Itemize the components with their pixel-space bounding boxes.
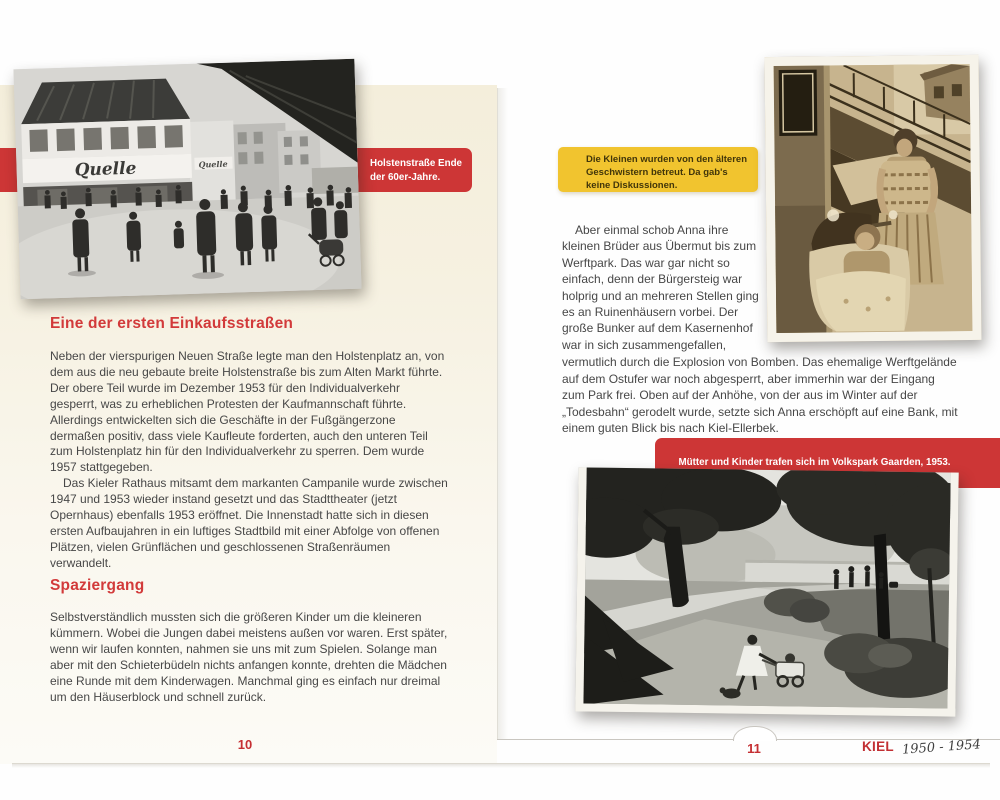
park-photo-image <box>583 467 950 708</box>
paragraph: Neben der vierspurigen Neuen Straße legte man den Holstenplatz an, von dem aus die neu gebaute breite Holstenstraße bis zum Alten Markt führte. Der obere Teil wurde im Dezember 1953 für den Individualverkehr gesperrt, was zu erheblichen Protesten der Kaufmannschaft führte. Allerdings entwickelten sich die Geschäfte in der Fußgängerzone dermaßen positiv, dass viele Kaufleute forderten, auch den unteren Teil zum Holstenplatz hin für den Individualverkehr zu sperren. Dem wurde 1957 stattgegeben. <box>50 349 445 475</box>
stroller-photo-image <box>774 64 973 333</box>
page-number-right: 11 <box>747 741 761 756</box>
stroller-photo <box>765 55 982 342</box>
page-bottom-edge <box>12 763 990 768</box>
park-photo <box>575 467 958 716</box>
street-photo <box>13 59 361 300</box>
page-gutter-shadow <box>498 88 508 740</box>
paragraph: Aber einmal schob Anna ihre kleinen Brüder aus Übermut bis zum Werftpark. Das war gar nicht so einfach, denn der Bürgersteig war holprig und an mehreren Stellen ging es an Ruinenhäusern vorbei. Der große Bunker auf dem Kasernenhof war in sich zusammengefallen, <box>562 223 759 352</box>
page-number-left: 10 <box>237 737 253 752</box>
left-text-block-1 <box>50 349 450 572</box>
series-logo-brand: KIEL <box>862 739 894 754</box>
footer-rule-arch <box>733 726 777 741</box>
right-text-block-narrow <box>562 222 764 353</box>
section-heading-einkaufsstrassen: Eine der ersten Einkaufsstraßen <box>50 315 294 332</box>
section-heading-spaziergang: Spaziergang <box>50 577 145 594</box>
left-photo-caption: Holstenstraße Ende der 60er-Jahre. <box>370 158 463 183</box>
left-text-block-2 <box>50 610 450 705</box>
series-logo-years: 1950 - 1954 <box>901 737 982 758</box>
paragraph: Das Kieler Rathaus mitsamt dem markanten Campanile wurde zwischen 1947 und 1953 wieder instand gesetzt und das Stadttheater (jetzt Opernhaus) ebenfalls 1953 eröffnet. Die Innenstadt hatte sich in diesen ersten Aufbaujahren in ein luftiges Stadtbild mit einer Abfolge von offenen Plätzen, vielen Grünflächen und geschlossenen Straßenräumen verwandelt. <box>50 476 448 570</box>
quelle-sign-text: Quelle <box>74 158 137 181</box>
street-photo-image <box>13 59 361 300</box>
series-logo <box>862 737 982 758</box>
paragraph: Selbstverständlich mussten sich die größeren Kinder um die kleineren kümmern. Wobei die Jungen dabei meistens außen vor waren. Erst später, wenn wir laufen konnten, nahmen sie uns mit zum Spielen. Solange man aber mit den Schieterbüdeln nichts anfangen konnte, drehten die Mädchen eine Runde mit dem Kinderwagen. Manchmal ging es einfach nur dreimal um den Häuserblock und schnell zurück. <box>50 610 448 704</box>
quelle-sign-small-text: Quelle <box>198 158 228 170</box>
paragraph: vermutlich durch die Explosion von Bomben. Das ehemalige Werftgelände auf dem Ostufer war noch abgesperrt, aber immerhin war der Eingang zum Park frei. Oben auf der Anhöhe, von der aus im Winter auf der „Todesbahn“ gerodelt wurde, setzte sich Anna erschöpft auf eine Bank, mit einem guten Blick bis nach Kiel-Ellerbek. <box>562 355 958 436</box>
right-text-block-wide <box>562 354 958 437</box>
yellow-callout: Die Kleinen wurden von den älteren Geschwistern betreut. Da gab's keine Diskussionen. <box>558 147 758 192</box>
right-photo-caption: Mütter und Kinder trafen sich im Volkspark Gaarden, 1953. <box>678 457 951 469</box>
